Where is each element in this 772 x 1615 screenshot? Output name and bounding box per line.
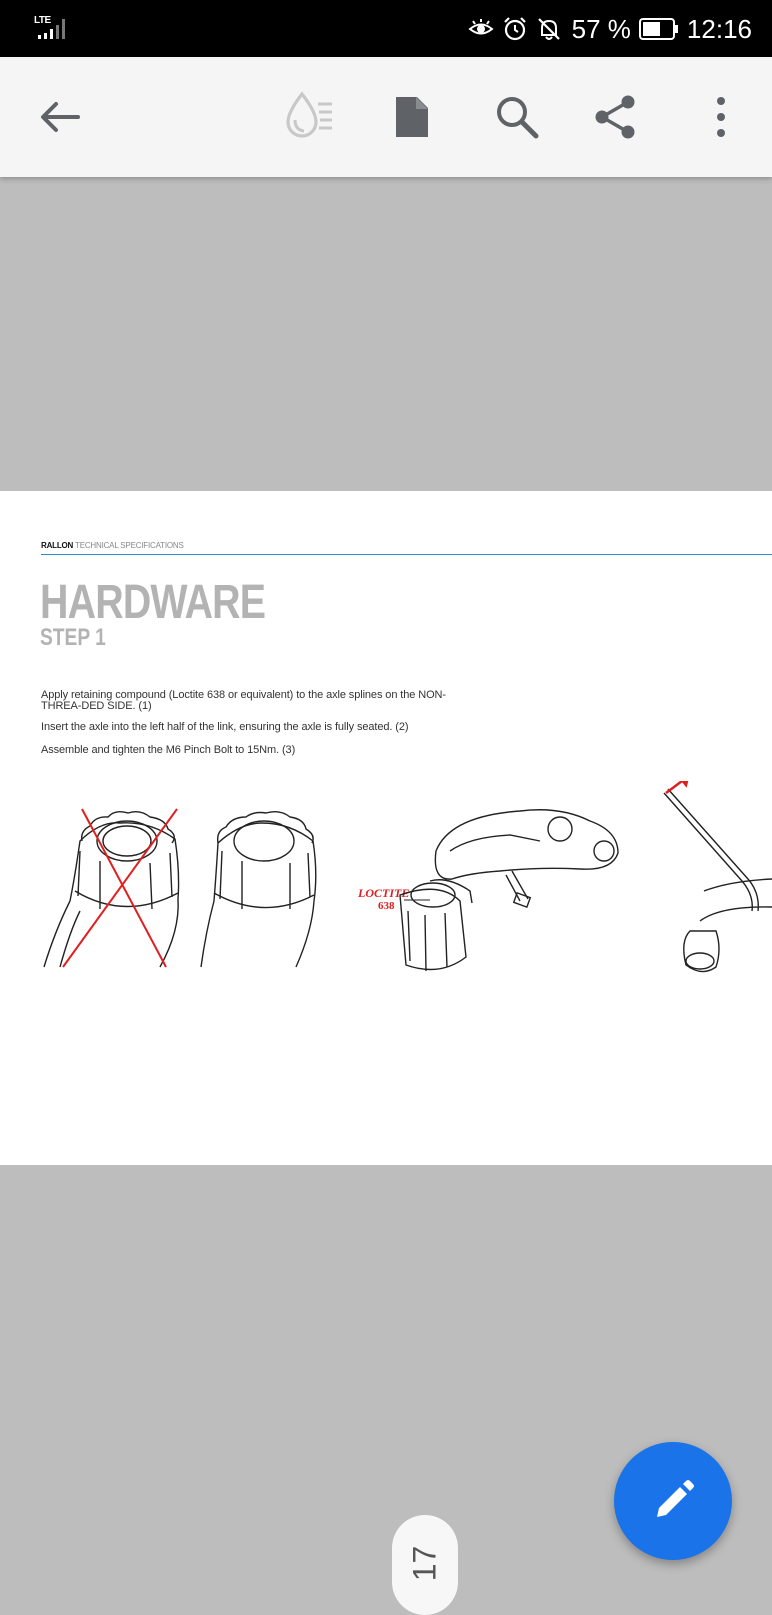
clock-time: 12:16 xyxy=(686,13,752,44)
share-button[interactable] xyxy=(584,85,648,149)
loctite-number: 638 xyxy=(378,900,395,912)
muted-bell-icon xyxy=(536,16,562,42)
app-toolbar xyxy=(0,57,772,177)
eye-comfort-icon xyxy=(468,18,494,40)
correct-axle-drawing xyxy=(201,812,316,967)
edit-fab-button[interactable] xyxy=(614,1442,732,1560)
instruction-paragraph-3: Assemble and tighten the M6 Pinch Bolt to 15Nm. (3) xyxy=(41,744,296,756)
document-icon xyxy=(394,95,430,139)
header-rule xyxy=(41,554,772,555)
network-type: LTE xyxy=(34,15,51,26)
page-number: 17 xyxy=(406,1545,443,1582)
more-vert-icon xyxy=(715,96,727,138)
header-brand: RALLON xyxy=(41,541,74,550)
instruction-paragraph-2: Insert the axle into the left half of the link, ensuring the axle is fully seated. (2) xyxy=(41,721,409,733)
back-arrow-icon xyxy=(38,99,82,135)
assembly-illustration xyxy=(0,781,772,1101)
search-button[interactable] xyxy=(485,85,549,149)
step-heading: STEP 1 xyxy=(40,624,106,651)
page-title: HARDWARE xyxy=(40,576,266,629)
edit-pencil-icon xyxy=(649,1477,697,1525)
document-button[interactable] xyxy=(380,85,444,149)
ink-drop-button[interactable] xyxy=(277,85,341,149)
link-and-axle-drawing xyxy=(400,810,618,971)
alarm-icon xyxy=(502,16,528,42)
battery-icon xyxy=(639,17,679,41)
share-icon xyxy=(593,94,639,140)
page-header xyxy=(41,541,184,550)
more-options-button[interactable] xyxy=(689,85,753,149)
loctite-label: LOCTITE xyxy=(358,886,410,900)
signal-icon xyxy=(34,15,74,43)
battery-percent: 57 % xyxy=(571,13,631,44)
red-arrow-mark xyxy=(666,781,690,793)
status-bar xyxy=(0,0,772,57)
page-number-indicator[interactable] xyxy=(392,1515,458,1615)
red-cross-mark xyxy=(63,809,177,967)
ink-drop-menu-icon xyxy=(282,90,336,144)
back-button[interactable] xyxy=(28,85,92,149)
search-icon xyxy=(494,94,540,140)
document-page[interactable] xyxy=(0,491,772,1165)
pinch-bolt-drawing xyxy=(664,789,772,972)
network-indicator xyxy=(34,15,74,43)
status-right xyxy=(468,10,752,48)
header-section: TECHNICAL SPECIFICATIONS xyxy=(75,541,184,550)
instruction-paragraph-1: Apply retaining compound (Loctite 638 or equivalent) to the axle splines on the NON-THREA-DED SIDE. (1) xyxy=(41,689,446,712)
